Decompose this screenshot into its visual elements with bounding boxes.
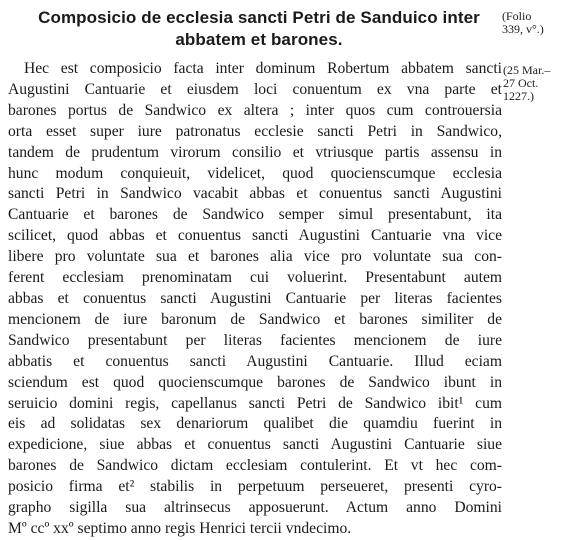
folio-note-line-2: 339, v°.): [502, 22, 544, 36]
body-line: seruicio domini regis, capellanus sancti Petri de Sandwico ibit¹ cum: [8, 394, 502, 412]
date-note-line-2: 27 Oct.: [503, 76, 539, 90]
body-line: libere pro voluntate sua et barones alia vice pro voluntate sua con-: [8, 248, 502, 266]
body-line: Mº ccº xxº septimo anno regis Henrici tercii vndecimo.: [8, 519, 352, 537]
document-title: [34, 7, 484, 51]
body-line: tandem de prudentum virorum consilio et vtriusque partis assensu in: [8, 143, 502, 161]
title-line-2: abbatem et barones.: [175, 30, 343, 49]
date-note: [503, 64, 550, 103]
date-note-line-1: (25 Mar.–: [503, 63, 551, 77]
body-line: Cantuarie et barones de Sandwico semper simul presentabunt, ita: [8, 206, 502, 224]
date-note-line-3: 1227.): [503, 89, 534, 103]
body-line: mencionem de iure baronum de Sandwico et barones similiter de: [8, 310, 502, 328]
body-line: orta esset super iure patronatus ecclesie sancti Petri in Sandwico,: [8, 122, 502, 140]
body-line: eis ad solidatas sex denariorum qualibet die quamdiu fuerint in: [8, 415, 502, 433]
body-line: abbatis et conuentus sancti Augustini Cantuarie. Illud eciam: [8, 352, 502, 370]
body-line: Augustini Cantuarie et eiusdem loci conuentum ex vna parte et: [8, 80, 502, 98]
body-line: barones de Sandwico dictam ecclesiam contulerint. Et vt hec com-: [8, 457, 502, 475]
document-body: [8, 59, 502, 540]
body-line: Hec est composicio facta inter dominum Robertum abbatem sancti: [24, 60, 502, 77]
body-line: hunc modum conquieuit, videlicet, quod quocienscumque ecclesia: [8, 164, 502, 182]
body-line: expedicione, siue abbas et conuentus sancti Augustini Cantuarie siue: [8, 436, 502, 454]
body-line: sciendum est quod quocienscumque barones de Sandwico ibunt in: [8, 373, 502, 391]
body-line: grapho sigilla sua altrinsecus apposuerunt. Actum anno Domini: [8, 499, 502, 517]
body-line: abbas et conuentus sancti Augustini Cantuarie per literas facientes: [8, 289, 502, 307]
title-line-1: Composicio de ecclesia sancti Petri de Sanduico inter: [38, 8, 480, 27]
body-line: barones portus de Sandwico ex altera ; inter quos cum controuersia: [8, 101, 502, 119]
body-line: Sandwico presentabunt per literas facientes mencionem de iure: [8, 331, 502, 349]
body-line: posicio firma et² stabilis in perpetuum perseueret, presenti cyro-: [8, 478, 502, 496]
folio-note-line-1: (Folio: [502, 9, 532, 23]
body-line: sancti Petri in Sandwico vacabit abbas et conuentus sancti Augustini: [8, 185, 502, 203]
body-line: scilicet, quod abbas et conuentus sancti Augustini Cantuarie vna vice: [8, 227, 502, 245]
folio-note: [502, 10, 544, 36]
body-line: ferent ecclesiam prenominatam cui voluerint. Presentabunt autem: [8, 269, 502, 287]
